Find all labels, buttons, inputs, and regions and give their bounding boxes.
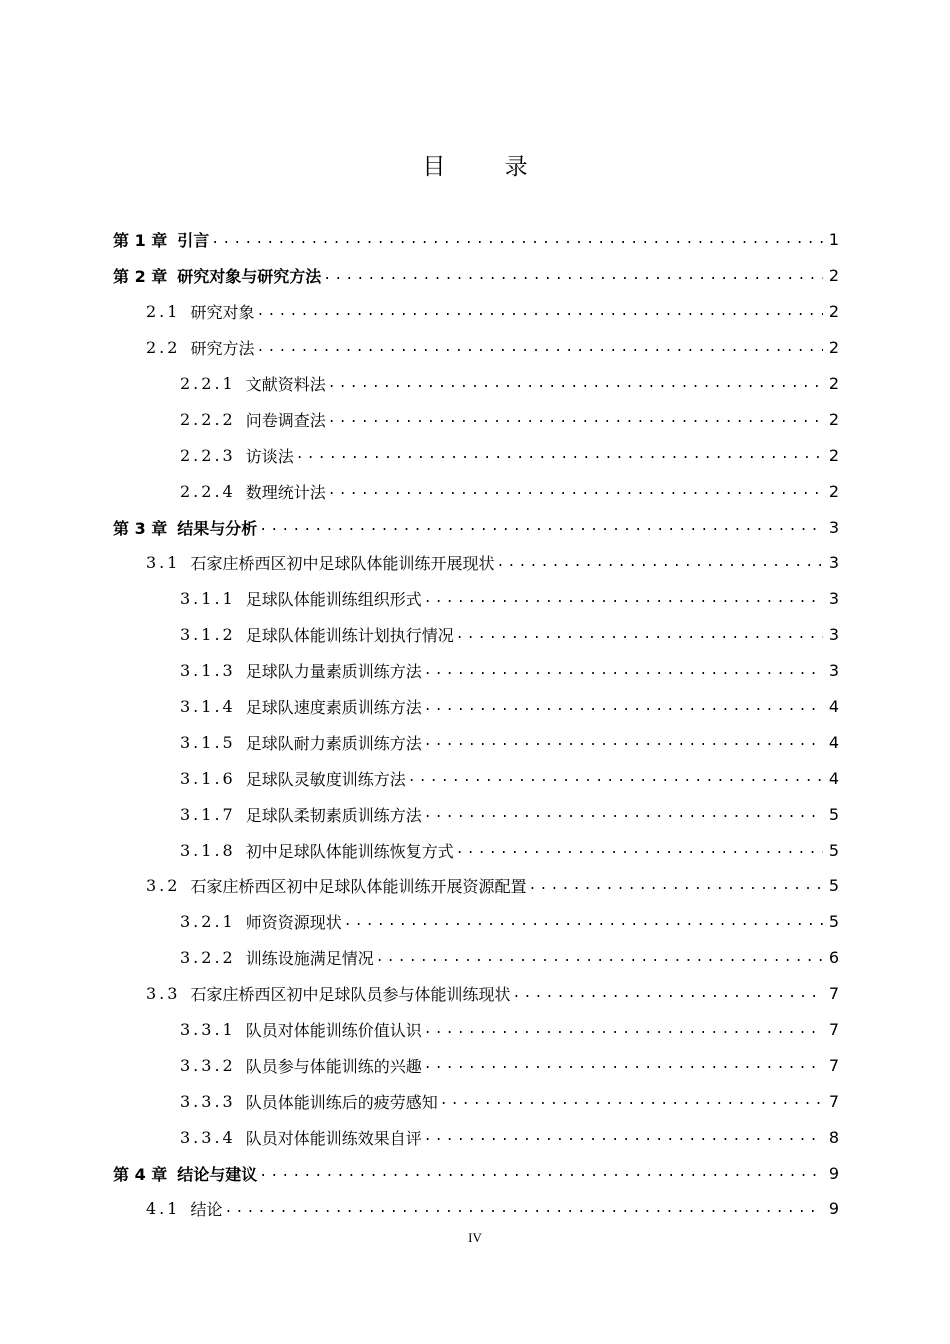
toc-entry-page: 2 <box>828 266 839 286</box>
toc-entry-number: 第 1 章 <box>113 231 168 251</box>
toc-entry-page: 3 <box>828 553 839 573</box>
toc-entry[interactable] <box>113 1155 839 1191</box>
toc-dot-leader <box>456 841 823 859</box>
toc-entry-title: 问卷调查法 <box>245 410 326 430</box>
toc-entry-page: 3 <box>828 661 839 681</box>
toc-entry-title: 文献资料法 <box>245 375 326 394</box>
toc-entry-title: 访谈法 <box>245 446 294 466</box>
toc-entry-number: 3.2 <box>146 876 181 896</box>
toc-dot-leader <box>456 626 823 644</box>
toc-dot-leader <box>440 1092 823 1110</box>
toc-entry-page: 9 <box>828 1163 839 1183</box>
toc-entry-page: 6 <box>828 948 839 968</box>
toc-entry-number: 3.1.1 <box>180 589 236 609</box>
toc-dot-leader <box>211 231 823 249</box>
toc-entry-page: 2 <box>828 481 839 501</box>
toc-dot-leader <box>424 1128 823 1146</box>
toc-entry-number: 3.3.2 <box>180 1055 236 1075</box>
toc-entry-title: 石家庄桥西区初中足球队员参与体能训练现状 <box>190 985 511 1005</box>
toc-entry-title: 研究对象 <box>190 303 255 323</box>
toc-entry-number: 3.1.7 <box>180 804 236 824</box>
toc-entry-number: 3.3.1 <box>180 1020 236 1040</box>
toc-entry[interactable] <box>113 330 839 366</box>
toc-entry[interactable] <box>113 366 839 402</box>
toc-entry-number: 3.1.2 <box>180 625 236 645</box>
toc-entry-title: 队员参与体能训练的兴趣 <box>245 1056 422 1076</box>
toc-entry-title: 队员对体能训练效果自评 <box>245 1128 422 1148</box>
toc-entry-title: 研究对象与研究方法 <box>177 267 322 287</box>
toc-entry-number: 4.1 <box>146 1199 181 1219</box>
toc-entry-page: 3 <box>828 589 839 609</box>
toc-entry-page: 4 <box>828 732 839 752</box>
toc-entry[interactable] <box>113 581 839 617</box>
toc-entry-title: 结果与分析 <box>177 518 258 538</box>
toc-entry-title: 引言 <box>177 231 210 251</box>
toc-entry-title: 足球队灵敏度训练方法 <box>245 769 406 789</box>
toc-entry-number: 3.1.5 <box>180 732 236 752</box>
toc-entry-page: 7 <box>828 1055 839 1075</box>
toc-entry[interactable] <box>113 868 839 904</box>
toc-entry-number: 第 4 章 <box>113 1164 168 1184</box>
toc-entry-page: 8 <box>828 1127 839 1147</box>
toc-entry-number: 3.3 <box>146 984 181 1004</box>
toc-entry-title: 足球队体能训练计划执行情况 <box>245 626 454 646</box>
toc-dot-leader <box>496 554 822 572</box>
toc-entry-page: 7 <box>828 984 839 1004</box>
toc-dot-leader <box>512 985 822 1003</box>
toc-entry-page: 5 <box>828 876 839 896</box>
toc-entry-number: 2.2.4 <box>180 481 236 501</box>
toc-entry-page: 2 <box>828 338 839 358</box>
toc-entry-number: 第 3 章 <box>113 518 168 538</box>
toc-dot-leader <box>344 913 823 931</box>
toc-dot-leader <box>424 1021 823 1039</box>
toc-entry-number: 3.1.8 <box>180 840 236 860</box>
toc-entry[interactable] <box>113 1047 839 1083</box>
toc-dot-leader <box>424 805 823 823</box>
toc-dot-leader <box>328 482 823 500</box>
toc-entry-title: 石家庄桥西区初中足球队体能训练开展资源配置 <box>190 877 527 897</box>
toc-dot-leader <box>408 769 823 787</box>
toc-entry-number: 3.2.2 <box>180 948 236 968</box>
toc-dot-leader <box>424 662 823 680</box>
toc-entry-page: 7 <box>828 1020 839 1040</box>
toc-entry[interactable] <box>113 760 839 796</box>
toc-dot-leader <box>256 303 822 321</box>
toc-entry[interactable] <box>113 1083 839 1119</box>
toc-dot-leader <box>424 733 823 751</box>
toc-entry-title: 队员对体能训练价值认识 <box>245 1021 422 1041</box>
page-footer-number: IV <box>468 1230 482 1245</box>
toc-entry-title: 队员体能训练后的疲劳感知 <box>245 1092 438 1112</box>
toc-entry-page: 3 <box>828 517 839 537</box>
toc-entry-page: 2 <box>828 409 839 429</box>
toc-entry-page: 3 <box>828 625 839 645</box>
toc-entry-title: 足球队速度素质训练方法 <box>245 698 422 718</box>
toc-dot-leader <box>376 949 823 967</box>
toc-entry-page: 2 <box>828 302 839 322</box>
toc-entry-title: 数理统计法 <box>245 482 326 502</box>
toc-entry[interactable] <box>113 976 839 1012</box>
toc-entry-page: 9 <box>828 1199 839 1219</box>
toc-entry-page: 5 <box>828 840 839 860</box>
toc-entry-page: 5 <box>828 912 839 932</box>
toc-entry[interactable] <box>113 509 839 545</box>
toc-entry-number: 3.1.6 <box>180 768 236 788</box>
toc-entry[interactable] <box>113 294 839 330</box>
toc-entry[interactable] <box>113 1012 839 1048</box>
toc-entry[interactable] <box>113 617 839 653</box>
toc-dot-leader <box>328 375 823 393</box>
toc-dot-leader <box>328 410 823 428</box>
toc-entry[interactable] <box>113 940 839 976</box>
toc-entry-title: 结论 <box>190 1200 223 1220</box>
toc-dot-leader <box>323 267 823 285</box>
table-of-contents <box>113 222 839 1227</box>
toc-dot-leader <box>259 1164 823 1182</box>
toc-entry-number: 3.1.3 <box>180 661 236 681</box>
toc-entry-title: 初中足球队体能训练恢复方式 <box>245 841 454 861</box>
toc-entry-title: 足球队柔韧素质训练方法 <box>245 805 422 825</box>
toc-entry-page: 2 <box>828 374 839 393</box>
toc-entry-number: 2.2 <box>146 338 181 358</box>
toc-entry[interactable] <box>113 724 839 760</box>
toc-entry-title: 足球队体能训练组织形式 <box>245 590 422 610</box>
toc-entry[interactable] <box>113 437 839 473</box>
toc-entry-number: 3.1 <box>146 553 181 573</box>
toc-entry-title: 足球队力量素质训练方法 <box>245 662 422 682</box>
toc-entry-page: 2 <box>828 445 839 465</box>
toc-entry-title: 足球队耐力素质训练方法 <box>245 733 422 753</box>
toc-entry-number: 2.2.2 <box>180 409 236 429</box>
toc-entry-number: 3.3.3 <box>180 1091 236 1111</box>
toc-entry-page: 7 <box>828 1091 839 1111</box>
toc-entry-number: 3.3.4 <box>180 1127 236 1147</box>
toc-entry-number: 3.2.1 <box>180 912 236 932</box>
toc-entry[interactable] <box>113 1119 839 1155</box>
toc-entry-title: 训练设施满足情况 <box>245 949 374 969</box>
toc-entry-page: 4 <box>828 697 839 717</box>
toc-entry-title: 石家庄桥西区初中足球队体能训练开展现状 <box>190 554 495 574</box>
toc-dot-leader <box>256 339 822 357</box>
toc-entry-title: 研究方法 <box>190 339 255 359</box>
toc-entry-page: 1 <box>828 230 839 250</box>
toc-dot-leader <box>296 446 823 464</box>
toc-entry[interactable] <box>113 796 839 832</box>
toc-dot-leader <box>259 518 823 536</box>
toc-entry-title: 结论与建议 <box>177 1164 258 1184</box>
toc-dot-leader <box>424 698 823 716</box>
toc-entry[interactable] <box>113 1191 839 1227</box>
toc-dot-leader <box>424 1056 823 1074</box>
toc-entry-number: 2.2.1 <box>180 374 236 393</box>
toc-dot-leader <box>424 590 823 608</box>
toc-entry[interactable] <box>113 904 839 940</box>
toc-entry-number: 2.1 <box>146 302 181 322</box>
toc-entry-number: 第 2 章 <box>113 267 168 287</box>
toc-entry-page: 5 <box>828 804 839 824</box>
toc-entry-title: 师资资源现状 <box>245 913 342 933</box>
toc-entry[interactable] <box>113 258 839 294</box>
toc-entry[interactable] <box>113 689 839 725</box>
toc-entry[interactable] <box>113 545 839 581</box>
toc-entry[interactable] <box>113 222 839 258</box>
toc-entry[interactable] <box>113 832 839 868</box>
toc-entry[interactable] <box>113 401 839 437</box>
toc-entry-page: 4 <box>828 768 839 788</box>
toc-entry-number: 2.2.3 <box>180 445 236 465</box>
toc-entry[interactable] <box>113 473 839 509</box>
toc-entry[interactable] <box>113 653 839 689</box>
toc-entry-number: 3.1.4 <box>180 697 236 717</box>
toc-dot-leader <box>528 877 822 895</box>
page-title: 目 录 <box>422 154 554 180</box>
toc-dot-leader <box>224 1200 822 1218</box>
